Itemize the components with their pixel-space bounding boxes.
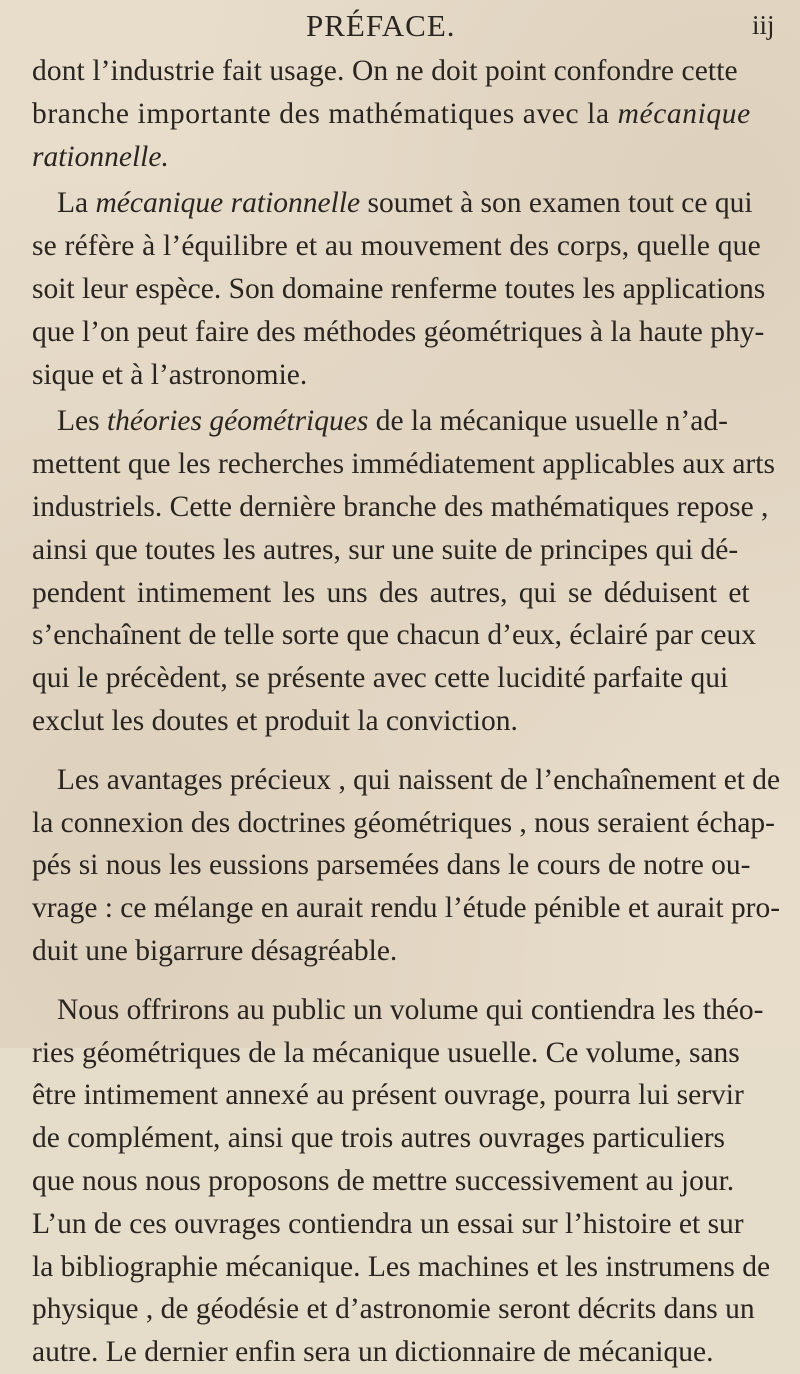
running-title: PRÉFACE.	[306, 8, 456, 43]
paragraph-1	[32, 50, 780, 178]
text-line: être intimement annexé au présent ouvrage, pourra lui servir	[32, 1079, 744, 1112]
text-line: Les théories géométriques de la mécanique usuelle n’ad-	[57, 405, 728, 438]
text-line: Les avantages précieux , qui naissent de l’enchaînement et de	[56, 763, 781, 796]
text-line: que nous nous proposons de mettre successivement au jour.	[32, 1164, 735, 1197]
paragraph-2	[32, 182, 780, 396]
text-line: soit leur espèce. Son domaine renferme toutes les applications	[32, 272, 766, 305]
text-line: physique , de géodésie et d’astronomie seront décrits dans un	[32, 1293, 755, 1326]
text-line: s’enchaînent de telle sorte que chacun d’eux, éclairé par ceux	[32, 619, 757, 652]
page-header	[0, 8, 800, 48]
text-line: mettent que les recherches immédiatement applicables aux arts	[32, 448, 775, 481]
text-line: ries géométriques de la mécanique usuelle. Ce volume, sans	[32, 1036, 740, 1069]
text-line: Nous offrirons au public un volume qui contiendra les théo-	[57, 993, 764, 1026]
text-line: sique et à l’astronomie.	[32, 358, 308, 391]
body-text	[32, 50, 780, 1374]
text-line: vrage : ce mélange en aurait rendu l’étude pénible et aurait pro-	[32, 892, 781, 925]
paragraph-5	[32, 989, 780, 1374]
text-line: pés si nous les eussions parsemées dans le cours de notre ou-	[32, 849, 751, 882]
text-line: la bibliographie mécanique. Les machines et les instrumens de	[32, 1250, 771, 1283]
text-line: autre. Le dernier enfin sera un dictionnaire de mécanique.	[32, 1336, 714, 1369]
text-line: industriels. Cette dernière branche des mathématiques repose ,	[32, 490, 769, 523]
text-line: se réfère à l’équilibre et au mouvement des corps, quelle que	[32, 230, 761, 263]
text-line: pendent intimement les uns des autres, qui se déduisent et	[32, 576, 750, 609]
text-line: La mécanique rationnelle soumet à son examen tout ce qui	[57, 187, 753, 220]
text-line: ainsi que toutes les autres, sur une suite de principes qui dé-	[32, 533, 739, 566]
text-line: duit une bigarrure désagréable.	[32, 934, 398, 967]
page-number: iij	[752, 10, 775, 40]
text-line: de complément, ainsi que trois autres ouvrages particuliers	[32, 1122, 726, 1155]
text-line: branche importante des mathématiques avec la mécanique	[32, 97, 751, 130]
text-line: que l’on peut faire des méthodes géométriques à la haute phy-	[32, 315, 765, 348]
paragraph-4	[32, 759, 780, 973]
text-line: rationnelle.	[32, 140, 169, 173]
paragraph-3	[32, 400, 780, 742]
text-line: dont l’industrie fait usage. On ne doit point confondre cette	[32, 55, 738, 87]
text-line: la connexion des doctrines géométriques , nous seraient échap-	[32, 806, 775, 839]
text-line: qui le précèdent, se présente avec cette lucidité parfaite qui	[32, 662, 729, 695]
text-line: L’un de ces ouvrages contiendra un essai sur l’histoire et sur	[32, 1207, 744, 1240]
text-line: exclut les doutes et produit la conviction.	[32, 704, 518, 737]
